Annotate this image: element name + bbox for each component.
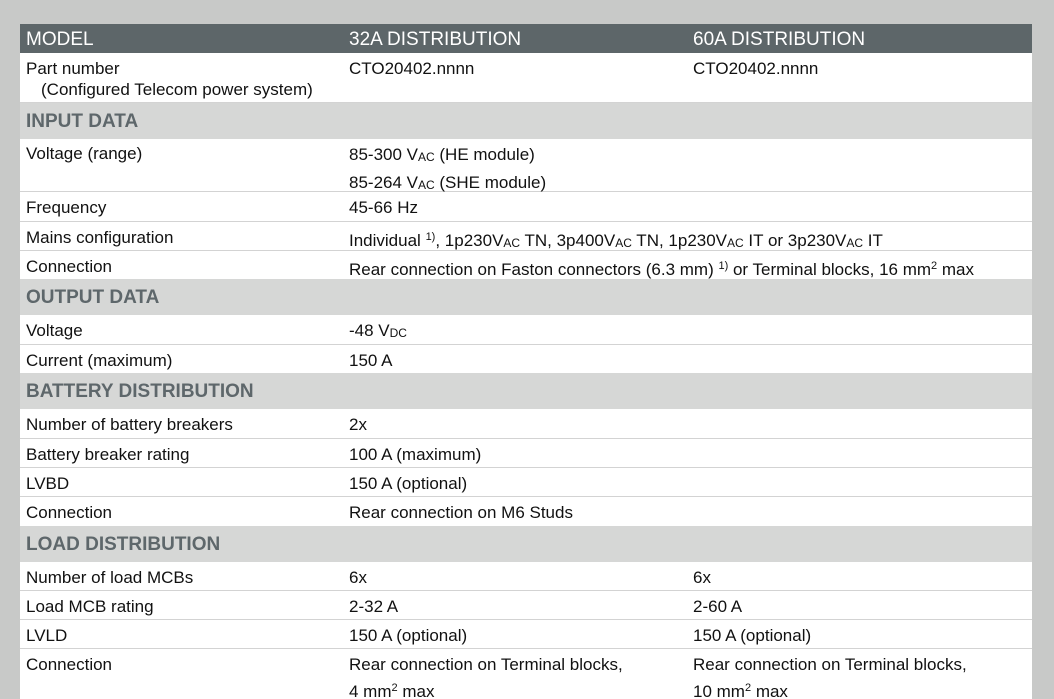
table-header: [20, 24, 1032, 53]
load-mcbs-32a: 6x: [349, 568, 367, 587]
header-60a: 60A DISTRIBUTION: [693, 29, 866, 50]
mains-value: Individual $^{1)}$, 1p230VAC TN, 3p400VAC TN, 1p230VAC IT or 3p230VAC IT: [349, 231, 883, 250]
lvbd-value: 150 A (optional): [349, 474, 468, 493]
row-output-voltage: [20, 315, 1032, 345]
section-load-distribution: LOAD DISTRIBUTION: [20, 526, 1032, 562]
row-load-connection: [20, 649, 1032, 699]
battery-rating-value: 100 A (maximum): [349, 445, 482, 464]
row-battery-rating: [20, 439, 1032, 468]
battery-rating-label: Battery breaker rating: [26, 445, 190, 464]
row-output-current: [20, 345, 1032, 373]
input-voltage-label: Voltage (range): [26, 144, 143, 163]
lvld-label: LVLD: [26, 626, 68, 645]
row-input-connection: [20, 251, 1032, 279]
load-connection-32a: Rear connection on Terminal blocks, 4 $mm^2$ max: [349, 655, 623, 699]
row-battery-connection: [20, 497, 1032, 526]
battery-connection-value: Rear connection on M6 Studs: [349, 503, 573, 522]
row-load-rating: [20, 591, 1032, 620]
output-voltage-label: Voltage: [26, 321, 83, 340]
lvbd-label: LVBD: [26, 474, 70, 493]
mains-label: Mains configuration: [26, 228, 174, 247]
input-voltage-value: 85-300 VAC (HE module) 85-264 VAC (SHE module): [349, 145, 547, 192]
row-battery-breakers: [20, 409, 1032, 439]
row-frequency: [20, 192, 1032, 222]
output-voltage-value: -48 VDC: [349, 321, 407, 340]
battery-connection-label: Connection: [26, 503, 113, 522]
battery-breakers-label: Number of battery breakers: [26, 415, 233, 434]
header-model: MODEL: [26, 29, 94, 50]
load-rating-label: Load MCB rating: [26, 597, 154, 616]
load-mcbs-label: Number of load MCBs: [26, 568, 194, 587]
frequency-value: 45-66 Hz: [349, 198, 418, 217]
lvld-60a: 150 A (optional): [693, 626, 812, 645]
row-load-mcbs: [20, 562, 1032, 591]
row-input-voltage: [20, 139, 1032, 192]
row-lvld: [20, 620, 1032, 649]
output-current-label: Current (maximum): [26, 351, 173, 370]
row-part-number: [20, 53, 1032, 103]
load-mcbs-60a: 6x: [693, 568, 711, 587]
battery-breakers-value: 2x: [349, 415, 367, 434]
input-connection-value: Rear connection on Faston connectors (6.3 mm) $^{1)}$ or Terminal blocks, 16 $mm^2$ max: [349, 260, 975, 279]
header-32a: 32A DISTRIBUTION: [349, 29, 522, 50]
output-current-value: 150 A: [349, 351, 393, 370]
section-output-data: OUTPUT DATA: [20, 279, 1032, 315]
part-number-60a: CTO20402.nnnn: [693, 59, 819, 78]
part-number-label: Part number (Configured Telecom power system): [26, 59, 313, 99]
section-battery-distribution: BATTERY DISTRIBUTION: [20, 373, 1032, 409]
row-mains-configuration: [20, 222, 1032, 251]
load-rating-32a: 2-32 A: [349, 597, 399, 616]
load-connection-60a: Rear connection on Terminal blocks, 10 $mm^2$ max: [693, 655, 967, 699]
lvld-32a: 150 A (optional): [349, 626, 468, 645]
input-connection-label: Connection: [26, 257, 113, 276]
row-lvbd: [20, 468, 1032, 497]
load-connection-label: Connection: [26, 655, 113, 674]
spec-table: [20, 24, 1032, 699]
section-input-data: INPUT DATA: [20, 103, 1032, 139]
frequency-label: Frequency: [26, 198, 107, 217]
part-number-32a: CTO20402.nnnn: [349, 59, 475, 78]
load-rating-60a: 2-60 A: [693, 597, 743, 616]
